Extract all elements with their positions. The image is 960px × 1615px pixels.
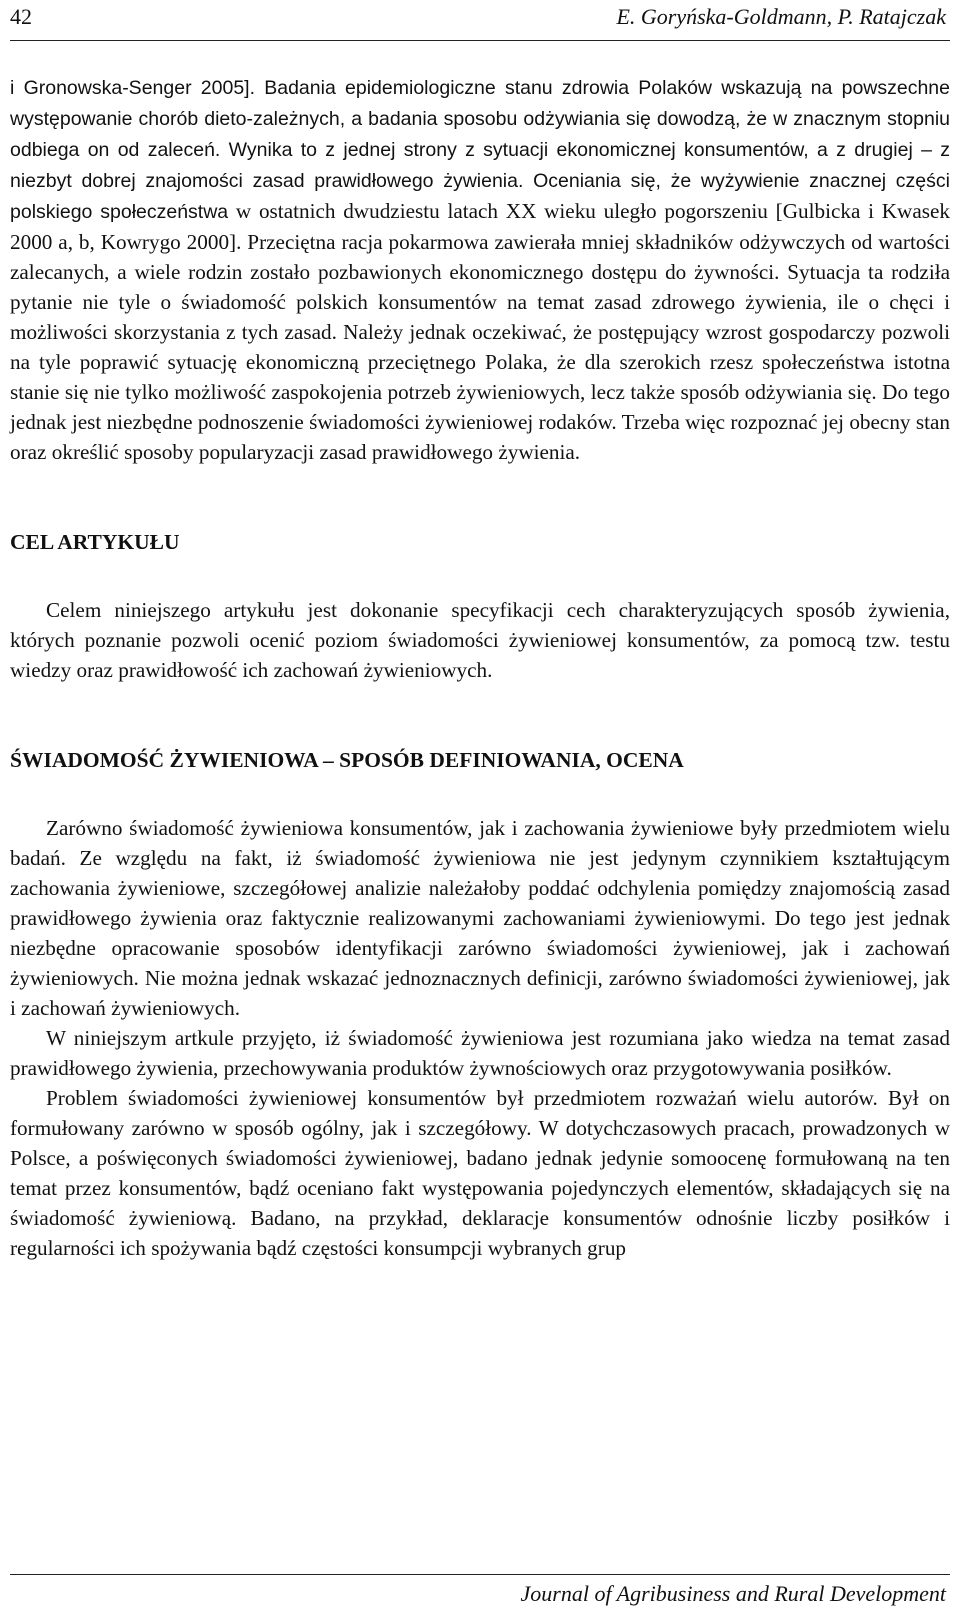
- section-heading-swiadomosc: ŚWIADOMOŚĆ ŻYWIENIOWA – SPOSÓB DEFINIOWANIA, OCENA: [10, 748, 684, 772]
- spacer: [10, 775, 950, 813]
- spacer: [10, 557, 950, 595]
- page-number: 42: [10, 4, 32, 29]
- paragraph-intro-sans-part: i Gronowska-Senger 2005]. Badania epidemiologiczne stanu zdrowia Polaków wskazują na powszechne występowanie chorób dieto-zależnych, a badania sposobu odżywiania się dowodzą, że w znacznym stopniu odbiega on od zaleceń. Wynika to z jednej strony z sytuacji ekonomicznej konsumentów, a z drugiej – z niezbyt dobrej znajomości zasad prawidłowego żywienia. Oceniania się, że wyżywienie znacznej części polskiego społeczeństwa: [10, 77, 950, 223]
- article-body: [10, 72, 950, 1263]
- paragraph-aim: Celem niniejszego artykułu jest dokonanie specyfikacji cech charakteryzujących sposób żywienia, których poznanie pozwoli ocenić poziom świadomości żywieniowej konsumentów, za pomocą tzw. testu wiedzy oraz prawidłowość ich zachowań żywieniowych.: [10, 598, 950, 682]
- spacer: [10, 467, 950, 527]
- paragraph-awareness-1: Zarówno świadomość żywieniowa konsumentów, jak i zachowania żywieniowe były przedmiotem wielu badań. Ze względu na fakt, iż świadomość żywieniowa nie jest jedynym czynnikiem kształtującym zachowania żywieniowe, szczegółowej analizie należałoby poddać odchylenia pomiędzy znajomością zasad prawidłowego żywienia oraz faktycznie realizowanymi zachowaniami żywieniowymi. Do tego jest jednak niezbędne opracowanie sposobów identyfikacji zarówno świadomości żywieniowej, jak i zachowań żywieniowych. Nie można jednak wskazać jednoznacznych definicji, zarówno świadomości żywieniowej, jak i zachowań żywieniowych.: [10, 816, 950, 1020]
- running-header: [10, 0, 950, 41]
- spacer: [10, 685, 950, 745]
- paragraph-intro-continued: [10, 72, 950, 467]
- running-header-authors: E. Goryńska-Goldmann, P. Ratajczak: [616, 4, 946, 29]
- paragraph-awareness-3: Problem świadomości żywieniowej konsumentów był przedmiotem rozważań wielu autorów. Był on formułowany zarówno w sposób ogólny, jak i szczegółowy. W dotychczasowych pracach, prowadzonych w Polsce, a poświęconych świadomości żywieniowej, badano jednak jedynie somoocenę formułowaną na ten temat przez konsumentów, bądź oceniano fakt występowania pojedynczych elementów, składających się na świadomość żywieniową. Badano, na przykład, deklaracje konsumentów odnośnie liczby posiłków i regularności ich spożywania bądź częstości konsumpcji wybranych grup: [10, 1086, 950, 1260]
- running-footer: [10, 1574, 950, 1615]
- paragraph-intro-serif-part: w ostatnich dwudziestu latach XX wieku uległo pogorszeniu [Gulbicka i Kwasek 2000 a, b, Kowrygo 2000]. Przeciętna racja pokarmowa zawierała mniej składników odżywczych od wartości zalecanych, a wiele rodzin zostało pozbawionych ekonomicznego dostępu do żywności. Sytuacja ta rodziła pytanie nie tyle o świadomość polskich konsumentów na temat zasad zdrowego żywienia, ile o chęci i możliwości skorzystania z tych zasad. Należy jednak oczekiwać, że postępujący wzrost gospodarczy pozwoli na tyle poprawić sytuację ekonomiczną przeciętnego Polaka, że dla szerokich rzesz społeczeństwa istotna stanie się nie tylko możliwość zaspokojenia potrzeb żywieniowych, lecz także sposób odżywiania się. Do tego jednak jest niezbędne podnoszenie świadomości żywieniowej rodaków. Trzeba więc rozpoznać jej obecny stan oraz określić sposoby popularyzacji zasad prawidłowego żywienia.: [10, 199, 950, 464]
- section-heading-cel-artykulu: CEL ARTYKUŁU: [10, 530, 180, 554]
- journal-title: Journal of Agribusiness and Rural Development: [520, 1581, 946, 1606]
- paragraph-awareness-2: W niniejszym artkule przyjęto, iż świadomość żywieniowa jest rozumiana jako wiedza na temat zasad prawidłowego żywienia, przechowywania produktów żywnościowych oraz przygotowywania posiłków.: [10, 1026, 950, 1080]
- document-page: [10, 0, 950, 1614]
